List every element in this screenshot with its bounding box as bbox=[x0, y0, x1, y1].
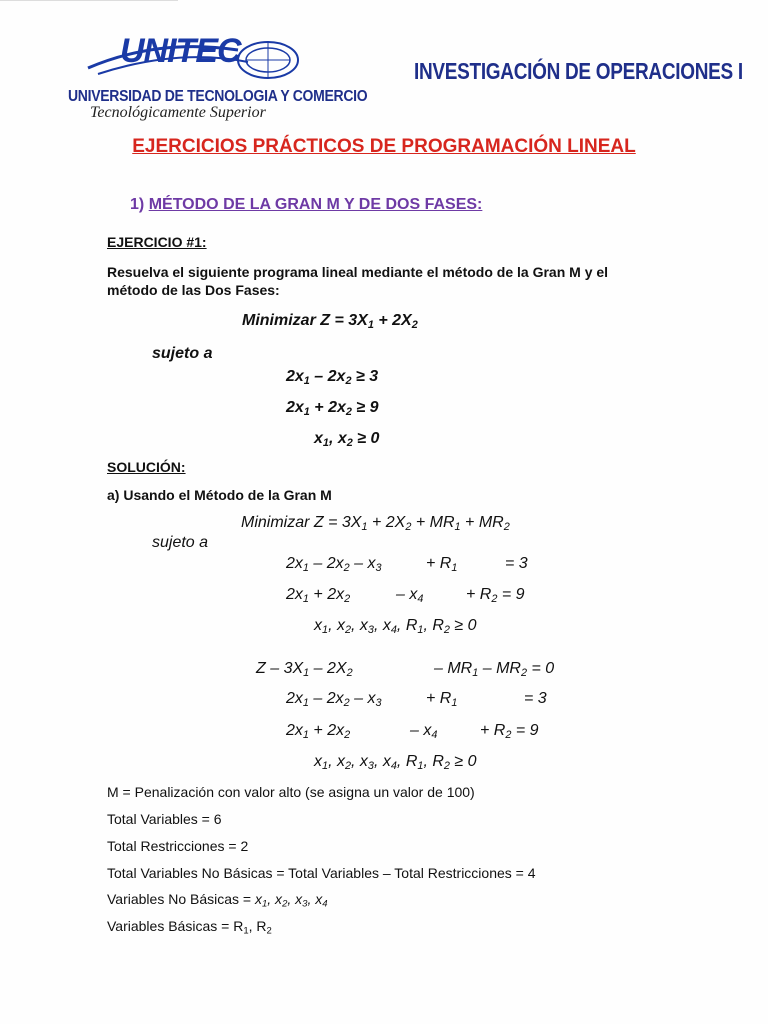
problem-line-1: Resuelva el siguiente programa lineal mediante el método de la Gran M y el bbox=[107, 264, 609, 280]
constraint-2: $2x_1 + 2x_2 \ge 9$ bbox=[286, 399, 379, 419]
granm-constraint-1-artificial: + $R_1$ bbox=[426, 555, 458, 575]
granm-constraint-1-rhs: = 3 bbox=[505, 555, 528, 572]
section-heading bbox=[130, 196, 482, 214]
z-row-artificial: – $MR_1 - MR_2 = 0$ bbox=[434, 660, 555, 680]
tableau-constraint-2-surplus: – $x_4$ bbox=[410, 722, 438, 742]
subject-to-label: sujeto a bbox=[152, 345, 213, 362]
total-restrictions: Total Restricciones = 2 bbox=[107, 838, 249, 854]
logo-text: UNITEC bbox=[120, 32, 241, 70]
document-title: EJERCICIOS PRÁCTICOS DE PROGRAMACIÓN LINEAL bbox=[132, 136, 636, 157]
tableau-constraint-1-artificial: + $R_1$ bbox=[426, 690, 458, 710]
non-basic-total: Total Variables No Básicas = Total Variables – Total Restricciones = 4 bbox=[107, 865, 536, 881]
tableau-constraint-2: $2x_1 + 2x_2$ bbox=[286, 722, 351, 742]
section-number: 1) bbox=[130, 196, 145, 213]
tableau-constraint-1: $2x_1 - 2x_2 - x_3$ bbox=[286, 690, 382, 710]
non-negativity: $x_1$, $x_2 \ge 0$ bbox=[314, 430, 380, 450]
course-title: INVESTIGACIÓN DE OPERACIONES I bbox=[414, 60, 743, 86]
section-title: MÉTODO DE LA GRAN M Y DE DOS FASES: bbox=[148, 196, 483, 213]
method-a-heading: a) Usando el Método de la Gran M bbox=[107, 487, 332, 503]
granm-constraint-2-surplus: – $x_4$ bbox=[396, 586, 424, 606]
granm-objective: Minimizar $Z = 3X_1 + 2X_2 + MR_1 + MR_2$ bbox=[241, 514, 510, 534]
granm-non-negativity: $x_1$, $x_2$, $x_3$, $x_4$, $R_1$, $R_2 \ge 0$ bbox=[314, 617, 477, 637]
granm-subject-to: sujeto a bbox=[152, 534, 209, 551]
tableau-non-negativity: $x_1$, $x_2$, $x_3$, $x_4$, $R_1$, $R_2 \ge 0$ bbox=[314, 753, 477, 773]
total-variables: Total Variables = 6 bbox=[107, 811, 222, 827]
solution-label: SOLUCIÓN: bbox=[107, 459, 186, 475]
problem-line-2: método de las Dos Fases: bbox=[107, 282, 280, 298]
granm-constraint-1: $2x_1 - 2x_2 - x_3$ bbox=[286, 555, 382, 575]
university-name: UNIVERSIDAD DE TECNOLOGIA Y COMERCIO bbox=[68, 86, 368, 105]
objective-function: Minimizar $Z = 3X_1 + 2X_2$ bbox=[242, 312, 418, 332]
tableau-constraint-2-rhs: + $R_2 = 9$ bbox=[480, 722, 539, 742]
penalty-note: M = Penalización con valor alto (se asigna un valor de 100) bbox=[107, 784, 475, 800]
divider bbox=[0, 0, 178, 1]
z-row: Z – $3X_1 - 2X_2$ bbox=[256, 660, 353, 680]
basic-variables: Variables Básicas = $R_1$, $R_2$ bbox=[107, 918, 272, 937]
university-tagline: Tecnológicamente Superior bbox=[90, 104, 266, 121]
granm-constraint-2-rhs: + $R_2 = 9$ bbox=[466, 586, 525, 606]
exercise-label: EJERCICIO #1: bbox=[107, 234, 207, 250]
non-basic-variables: Variables No Básicas = $x_1$, $x_2$, $x_3$, $x_4$ bbox=[107, 891, 328, 910]
tableau-constraint-1-rhs: = 3 bbox=[524, 690, 547, 707]
constraint-1: $2x_1 - 2x_2 \ge 3$ bbox=[286, 368, 379, 388]
granm-constraint-2: $2x_1 + 2x_2$ bbox=[286, 586, 351, 606]
